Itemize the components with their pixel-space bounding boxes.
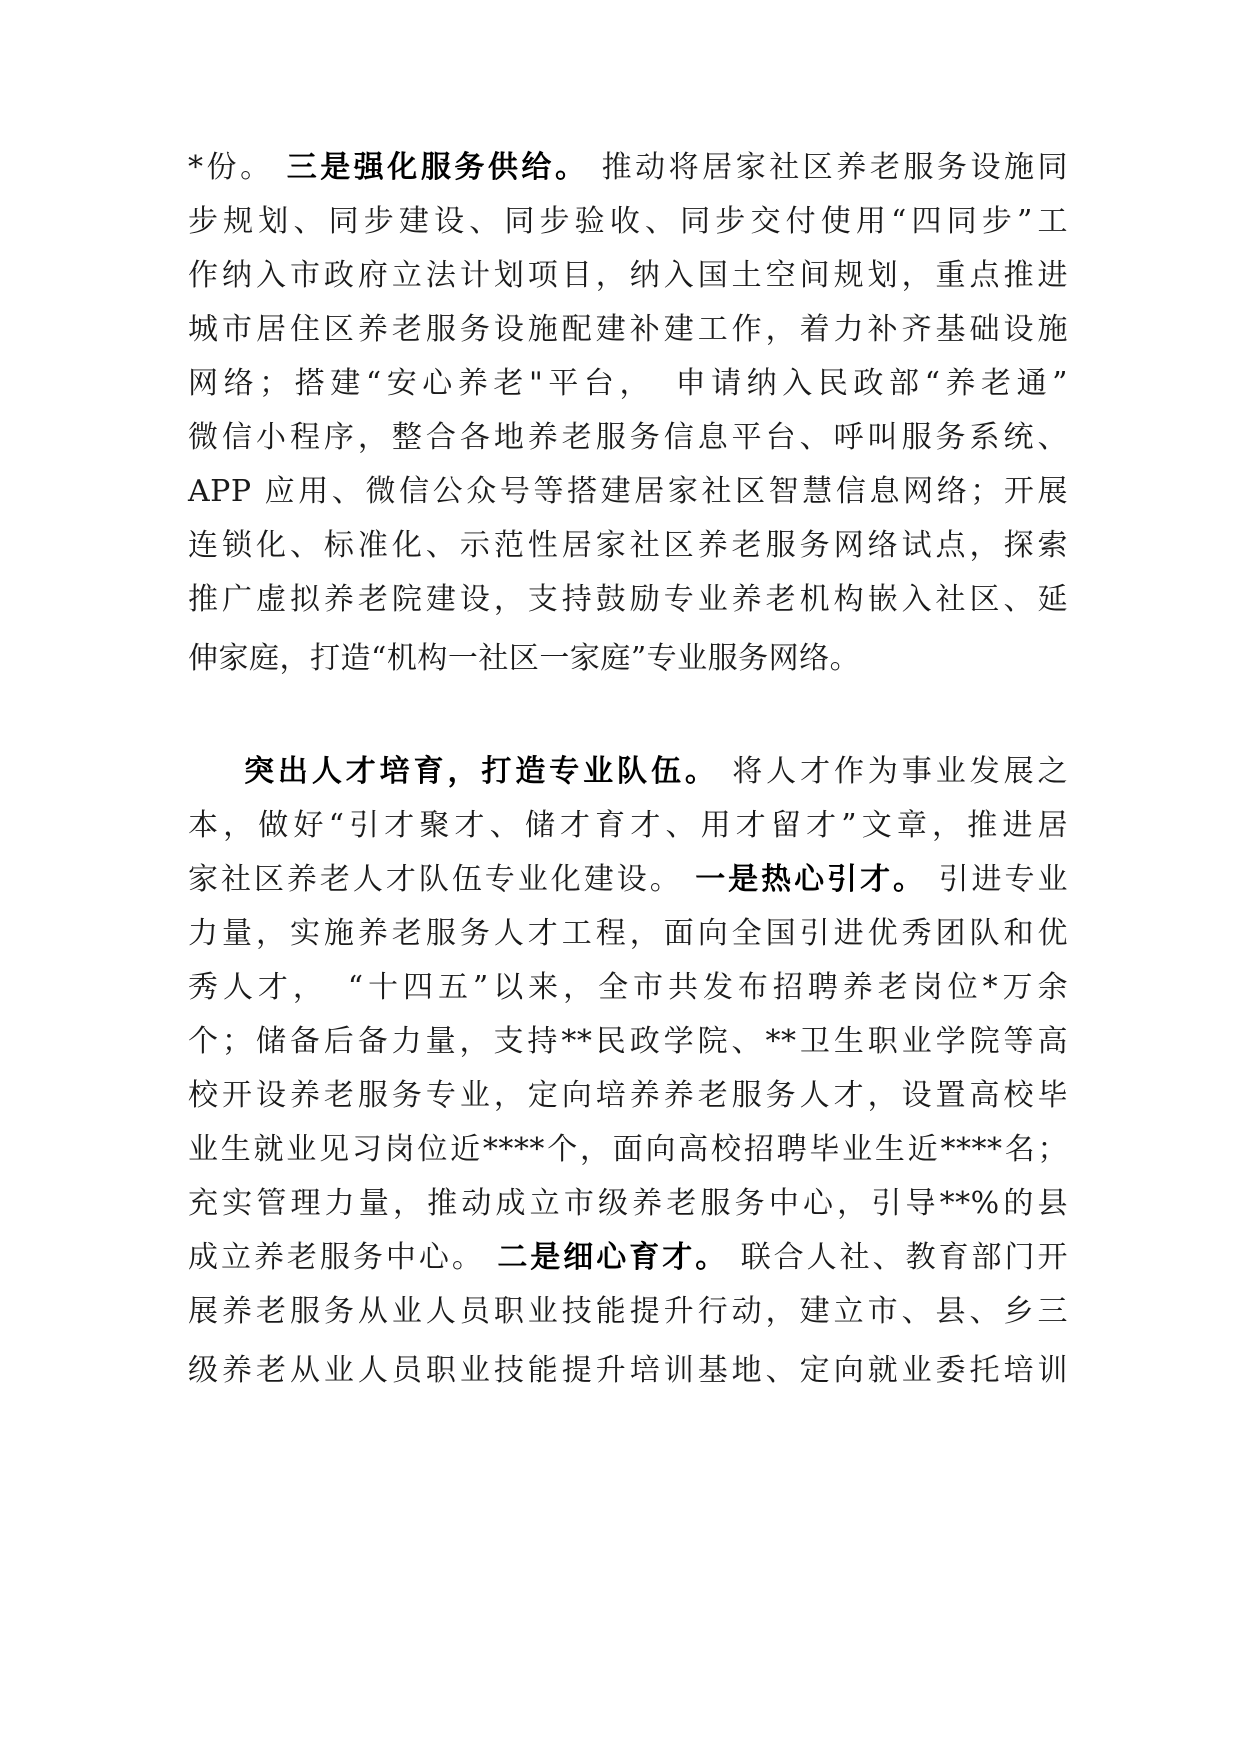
paragraph-1-line-4: 城市居住区养老服务设施配建补建工作，着力补齐基础设施 (188, 312, 1068, 347)
text-run: 推动将居家社区养老服务设施同 (601, 150, 1069, 185)
paragraph-2-line-4: 力量，实施养老服务人才工程，面向全国引进优秀团队和优 (188, 916, 1068, 951)
text-run: 家社区养老人才队伍专业化建设。 (188, 862, 683, 897)
text-run: 成立养老服务中心。 (188, 1240, 485, 1275)
bold-heading-one: 一是热心引才。 (695, 862, 927, 897)
paragraph-2-line-3 (188, 860, 1068, 900)
paragraph-1-line-6: 微信小程序，整合各地养老服务信息平台、呼叫服务系统、 (188, 420, 1068, 455)
bold-section-heading: 突出人才培育，打造专业队伍。 (244, 754, 719, 789)
paragraph-1-line-7: APP 应用、微信公众号等搭建居家社区智慧信息网络；开展 (188, 474, 1068, 509)
bold-heading-three: 三是强化服务供给。 (286, 150, 589, 185)
paragraph-1-line-2: 步规划、同步建设、同步验收、同步交付使用“四同步”工 (188, 204, 1068, 239)
paragraph-2-line-1 (244, 752, 1068, 792)
text-run: *份。 (188, 150, 274, 185)
paragraph-2-line-2: 本，做好“引才聚才、储才育才、用才留才”文章，推进居 (188, 808, 1068, 843)
paragraph-1-line-10: 伸家庭，打造“机构一社区一家庭”专业服务网络。 (188, 641, 861, 676)
paragraph-1-line-9: 推广虚拟养老院建设，支持鼓励专业养老机构嵌入社区、延 (188, 582, 1068, 617)
paragraph-2-line-9: 充实管理力量，推动成立市级养老服务中心，引导**%的县 (188, 1186, 1068, 1221)
paragraph-1-line-1 (188, 148, 1068, 188)
paragraph-2-line-6: 个；储备后备力量，支持**民政学院、**卫生职业学院等高 (188, 1024, 1068, 1059)
bold-heading-two: 二是细心育才。 (497, 1240, 729, 1275)
paragraph-2-line-5: 秀人才， “十四五”以来，全市共发布招聘养老岗位*万余 (188, 970, 1068, 1005)
paragraph-1-line-8: 连锁化、标准化、示范性居家社区养老服务网络试点，探索 (188, 528, 1068, 563)
paragraph-2-line-10 (188, 1238, 1068, 1278)
paragraph-1-line-5: 网络；搭建“安心养老"平台， 申请纳入民政部“养老通” (188, 366, 1068, 401)
text-run: 联合人社、教育部门开 (740, 1240, 1069, 1275)
paragraph-2-line-11: 展养老服务从业人员职业技能提升行动，建立市、县、乡三 (188, 1294, 1068, 1329)
paragraph-2-line-8: 业生就业见习岗位近****个，面向高校招聘毕业生近****名； (188, 1132, 1068, 1167)
paragraph-2-line-7: 校开设养老服务专业，定向培养养老服务人才，设置高校毕 (188, 1078, 1068, 1113)
text-run: 将人才作为事业发展之 (732, 754, 1068, 789)
paragraph-2-line-12: 级养老从业人员职业技能提升培训基地、定向就业委托培训 (188, 1353, 1068, 1388)
text-run: 引进专业 (938, 862, 1068, 897)
paragraph-1-line-3: 作纳入市政府立法计划项目，纳入国土空间规划，重点推进 (188, 258, 1068, 293)
